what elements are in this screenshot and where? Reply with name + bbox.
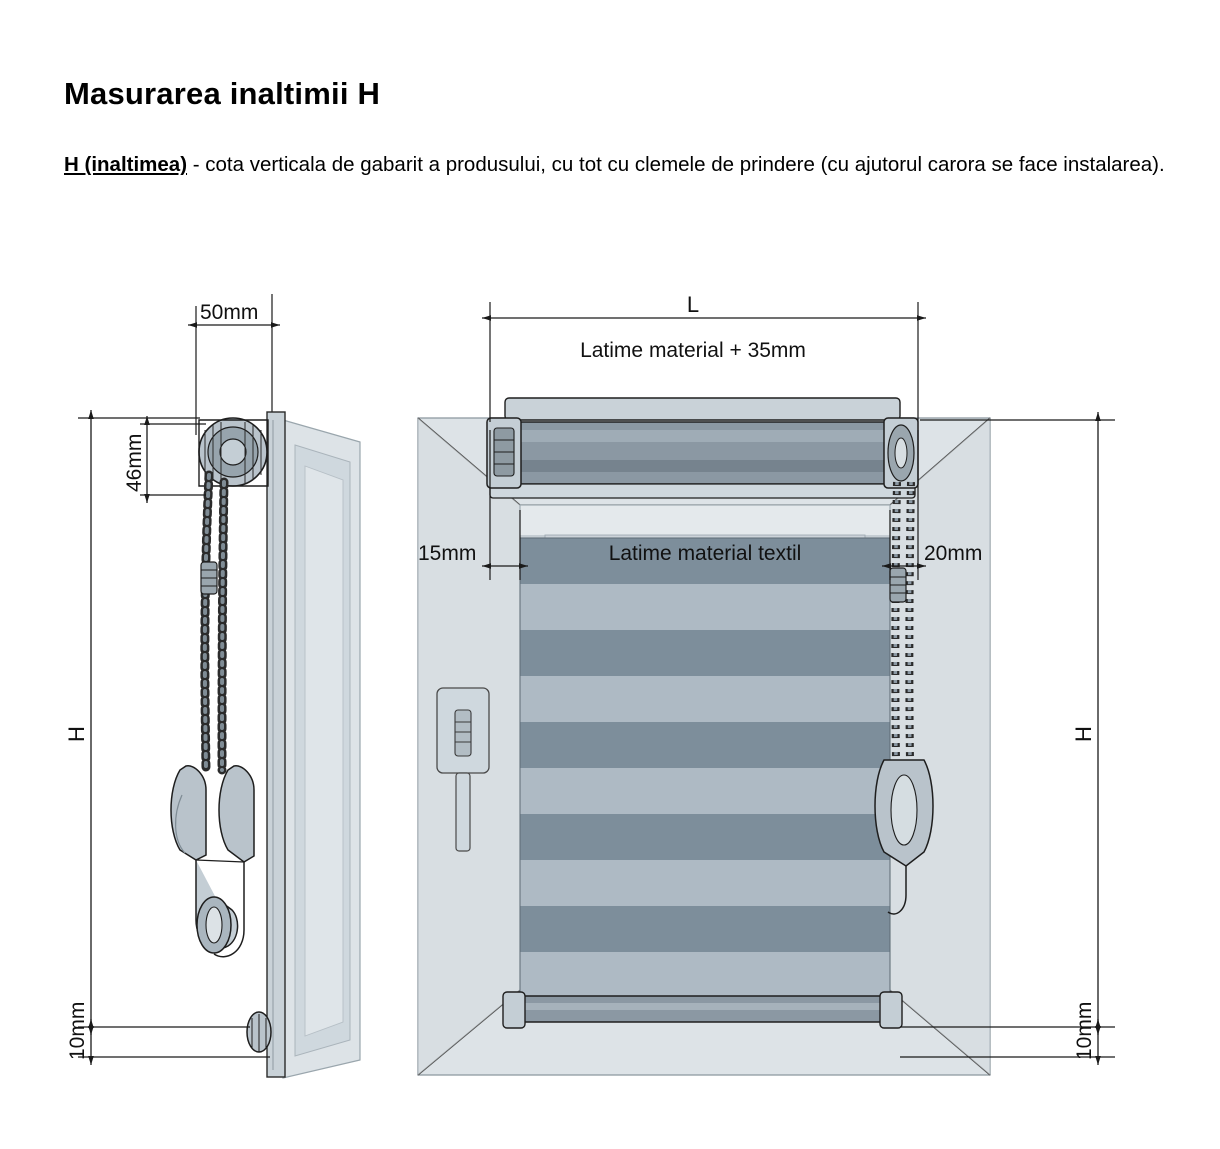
front-view-group [418, 292, 1115, 1075]
side-dim-H-label: H [64, 726, 89, 742]
front-view-fabric [520, 535, 890, 1005]
side-dim-10mm-label: 10mm [66, 1001, 89, 1060]
side-dim-10mm [66, 1002, 270, 1065]
paragraph-rest: - cota verticala de gabarit a produsului, cu tot cu clemele de prindere (cu ajutorul carora se face instalarea). [187, 153, 1165, 176]
side-dim-50mm [188, 294, 280, 435]
front-dim-H-label: H [1071, 726, 1096, 742]
front-dim-20mm-label: 20mm [924, 542, 983, 565]
front-dim-L-sublabel: Latime material + 35mm [580, 339, 806, 362]
side-view-chain [201, 475, 224, 770]
side-view-wall [283, 420, 360, 1078]
front-view-bottom-bar [503, 992, 902, 1028]
front-dim-L-label: L [686, 292, 700, 317]
side-dim-46mm [123, 416, 206, 503]
side-view-rail [267, 412, 285, 1077]
page-title: Masurarea inaltimii H [64, 75, 381, 111]
paragraph-lead: H (inaltimea) [64, 153, 188, 176]
side-dim-50mm-label: 50mm [200, 301, 259, 324]
description-paragraph [64, 148, 1184, 182]
diagram-svg [0, 270, 1220, 1100]
side-view-bottom-bar [247, 1012, 271, 1052]
front-fabric-width-label: Latime material textil [608, 542, 802, 565]
side-view-chain-weight [171, 766, 254, 957]
front-dim-10mm-label: 10mm [1073, 1001, 1096, 1060]
front-view-roller-tube [487, 398, 918, 498]
side-dim-46mm-label: 46mm [123, 433, 146, 492]
technical-diagram [0, 270, 1220, 1100]
front-dim-15mm-label: 15mm [418, 542, 477, 565]
side-view-group [64, 294, 360, 1078]
